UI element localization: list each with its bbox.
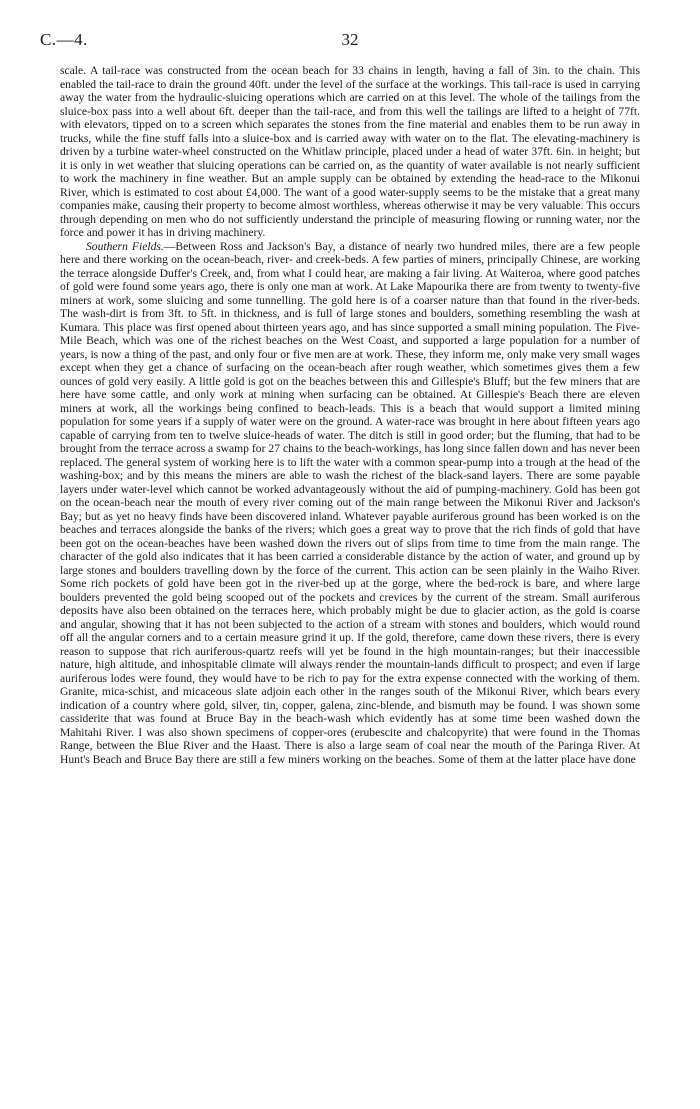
body-text — [60, 64, 640, 766]
paragraph-tail-race — [60, 64, 640, 240]
paragraph-text: scale. A tail-race was constructed from the ocean beach for 33 chains in length, having a fall of 3in. to the chain. This enabled the tail-race to drain the ground 40ft. under the level of the surface at the workings. This tail-race is used in carrying away the water from the hydraulic-sluicing operations which are carried on at this level. The whole of the tailings from the sluice-box pass into a well about 6ft. deeper than the tail-race, and from this well the tailings are lifted to a height of 77ft. with elevators, tipped on to a screen which separates the stones from the fine material and enables them to be run away in trucks, while the fine stuff falls into a sluice-box and is carried away with water on to the flat. The elevating-machinery is driven by a turbine water-wheel constructed on the Whitlaw principle, placed under a head of water 37ft. 6in. in height; but it is only in wet weather that sluicing operations can be carried on, as the quantity of water available is not nearly sufficient to work the machinery in fine weather. But an ample supply can be obtained by extending the head-race to the Mikonui River, which is estimated to cost about £4,000. The want of a good water-supply seems to be the mistake that a great many companies make, causing their property to become almost worthless, whereas otherwise it may be very valuable. This occurs through depending on men who do not sufficiently understand the principle of measuring flowing or running water, nor the force and power it has in driving machinery. — [60, 64, 640, 239]
page-number: 32 — [341, 30, 359, 49]
paragraph-southern-fields — [60, 240, 640, 767]
section-heading: Southern Fields. — [86, 239, 164, 253]
document-reference: C.—4. — [40, 30, 88, 49]
page-header — [40, 30, 660, 52]
paragraph-text: —Between Ross and Jackson's Bay, a distance of nearly two hundred miles, there are a few people here and there working on the ocean-beach, river- and creek-beds. A few parties of miners, principally Chinese, are working the terrace alongside Duffer's Creek, and, from what I could hear, are making a fair living. At Waiteroa, where good patches of gold were found some years ago, there is only one man at work. At Lake Mapourika there are from twenty to twenty-five miners at work, some sluicing and some tunnelling. The gold here is of a coarser nature than that found in the river-beds. The wash-dirt is from 3ft. to 5ft. in thickness, and is full of large stones and boulders, something resembling the wash at Kumara. This place was first opened about thirteen years ago, and has since supported a small mining population. The Five-Mile Beach, which was one of the richest beaches on the West Coast, and supported a large population for a number of years, is now a thing of the past, and only four or five men are at work. These, they inform me, only make very small wages except when they get a chance of surfacing on the ocean-beach after rough weather, which sometimes gives them a few ounces of gold very easily. A little gold is got on the beaches between this and Gillespie's Bluff; but the few miners that are here have some cattle, and only work at mining when surfacing can be obtained. At Gillespie's Beach there are eleven miners at work, all the workings being confined to beach-leads. This is a beach that would support a limited mining population for some years if a supply of water were on the ground. A water-race was brought in here about fifteen years ago capable of carrying from ten to twelve sluice-heads of water. The ditch is still in good order; but the fluming, that had to be brought from the terrace across a swamp for 27 chains to the beach-workings, has long since fallen down and has never been replaced. The general system of working here is to lift the water with a common spear-pump into a trough at the head of the washing-box; and by this means the miners are able to wash the richest of the black-sand layers. There are some payable layers under water-level which cannot be worked advantageously without the aid of pumping-machinery. Gold has been got on the ocean-beach near the mouth of every river coming out of the main range between the Mikonui River and Jackson's Bay; but as yet no heavy finds have been discovered inland. Whatever payable auriferous ground has been worked is on the beaches and terraces alongside the banks of the rivers; which goes a great way to prove that the rich finds of gold that have been got on the ocean-beaches have been washed down the rivers out of slips from time to time from the main range. The character of the gold also indicates that it has been carried a considerable distance by the action of water, and ground up by large stones and boulders travelling down by the force of the current. This action can be seen plainly in the Waiho River. Some rich pockets of gold have been got in the river-bed up at the gorge, where the bed-rock is bare, and where large boulders prevented the gold being scooped out of the pockets and crevices by the current of the stream. Small auriferous deposits have also been obtained on the terraces here, which probably might be due to glacier action, as the gold is coarse and angular, showing that it has not been subjected to the action of a stream with stones and boulders, which would round off all the angular corners and to a certain measure grind it up. If the gold, therefore, came down these rivers, there is every reason to suppose that rich auriferous-quartz reefs will yet be found in the high mountain-ranges; but their inaccessible nature, high altitude, and inhospitable climate will always render the mountain-lands difficult to prospect; and even if large auriferous lodes were found, they would have to be rich to pay for the extra expense connected with the working of them. Granite, mica-schist, and micaceous slate adjoin each other in the ranges south of the Mikonui River, which bears every indication of a country where gold, silver, tin, copper, galena, zinc-blende, and bismuth may be found. I was shown some cassiderite that was found at Bruce Bay in the beach-wash which evidently has at some time been washed down the Mahitahi River. I was also shown specimens of copper-ores (erubescite and chalcopyrite) that were found in the Thomas Range, between the Blue River and the Haast. There is also a large seam of coal near the mouth of the Paringa River. At Hunt's Beach and Bruce Bay there are still a few miners working on the beaches. Some of them at the latter place have done — [60, 239, 641, 766]
